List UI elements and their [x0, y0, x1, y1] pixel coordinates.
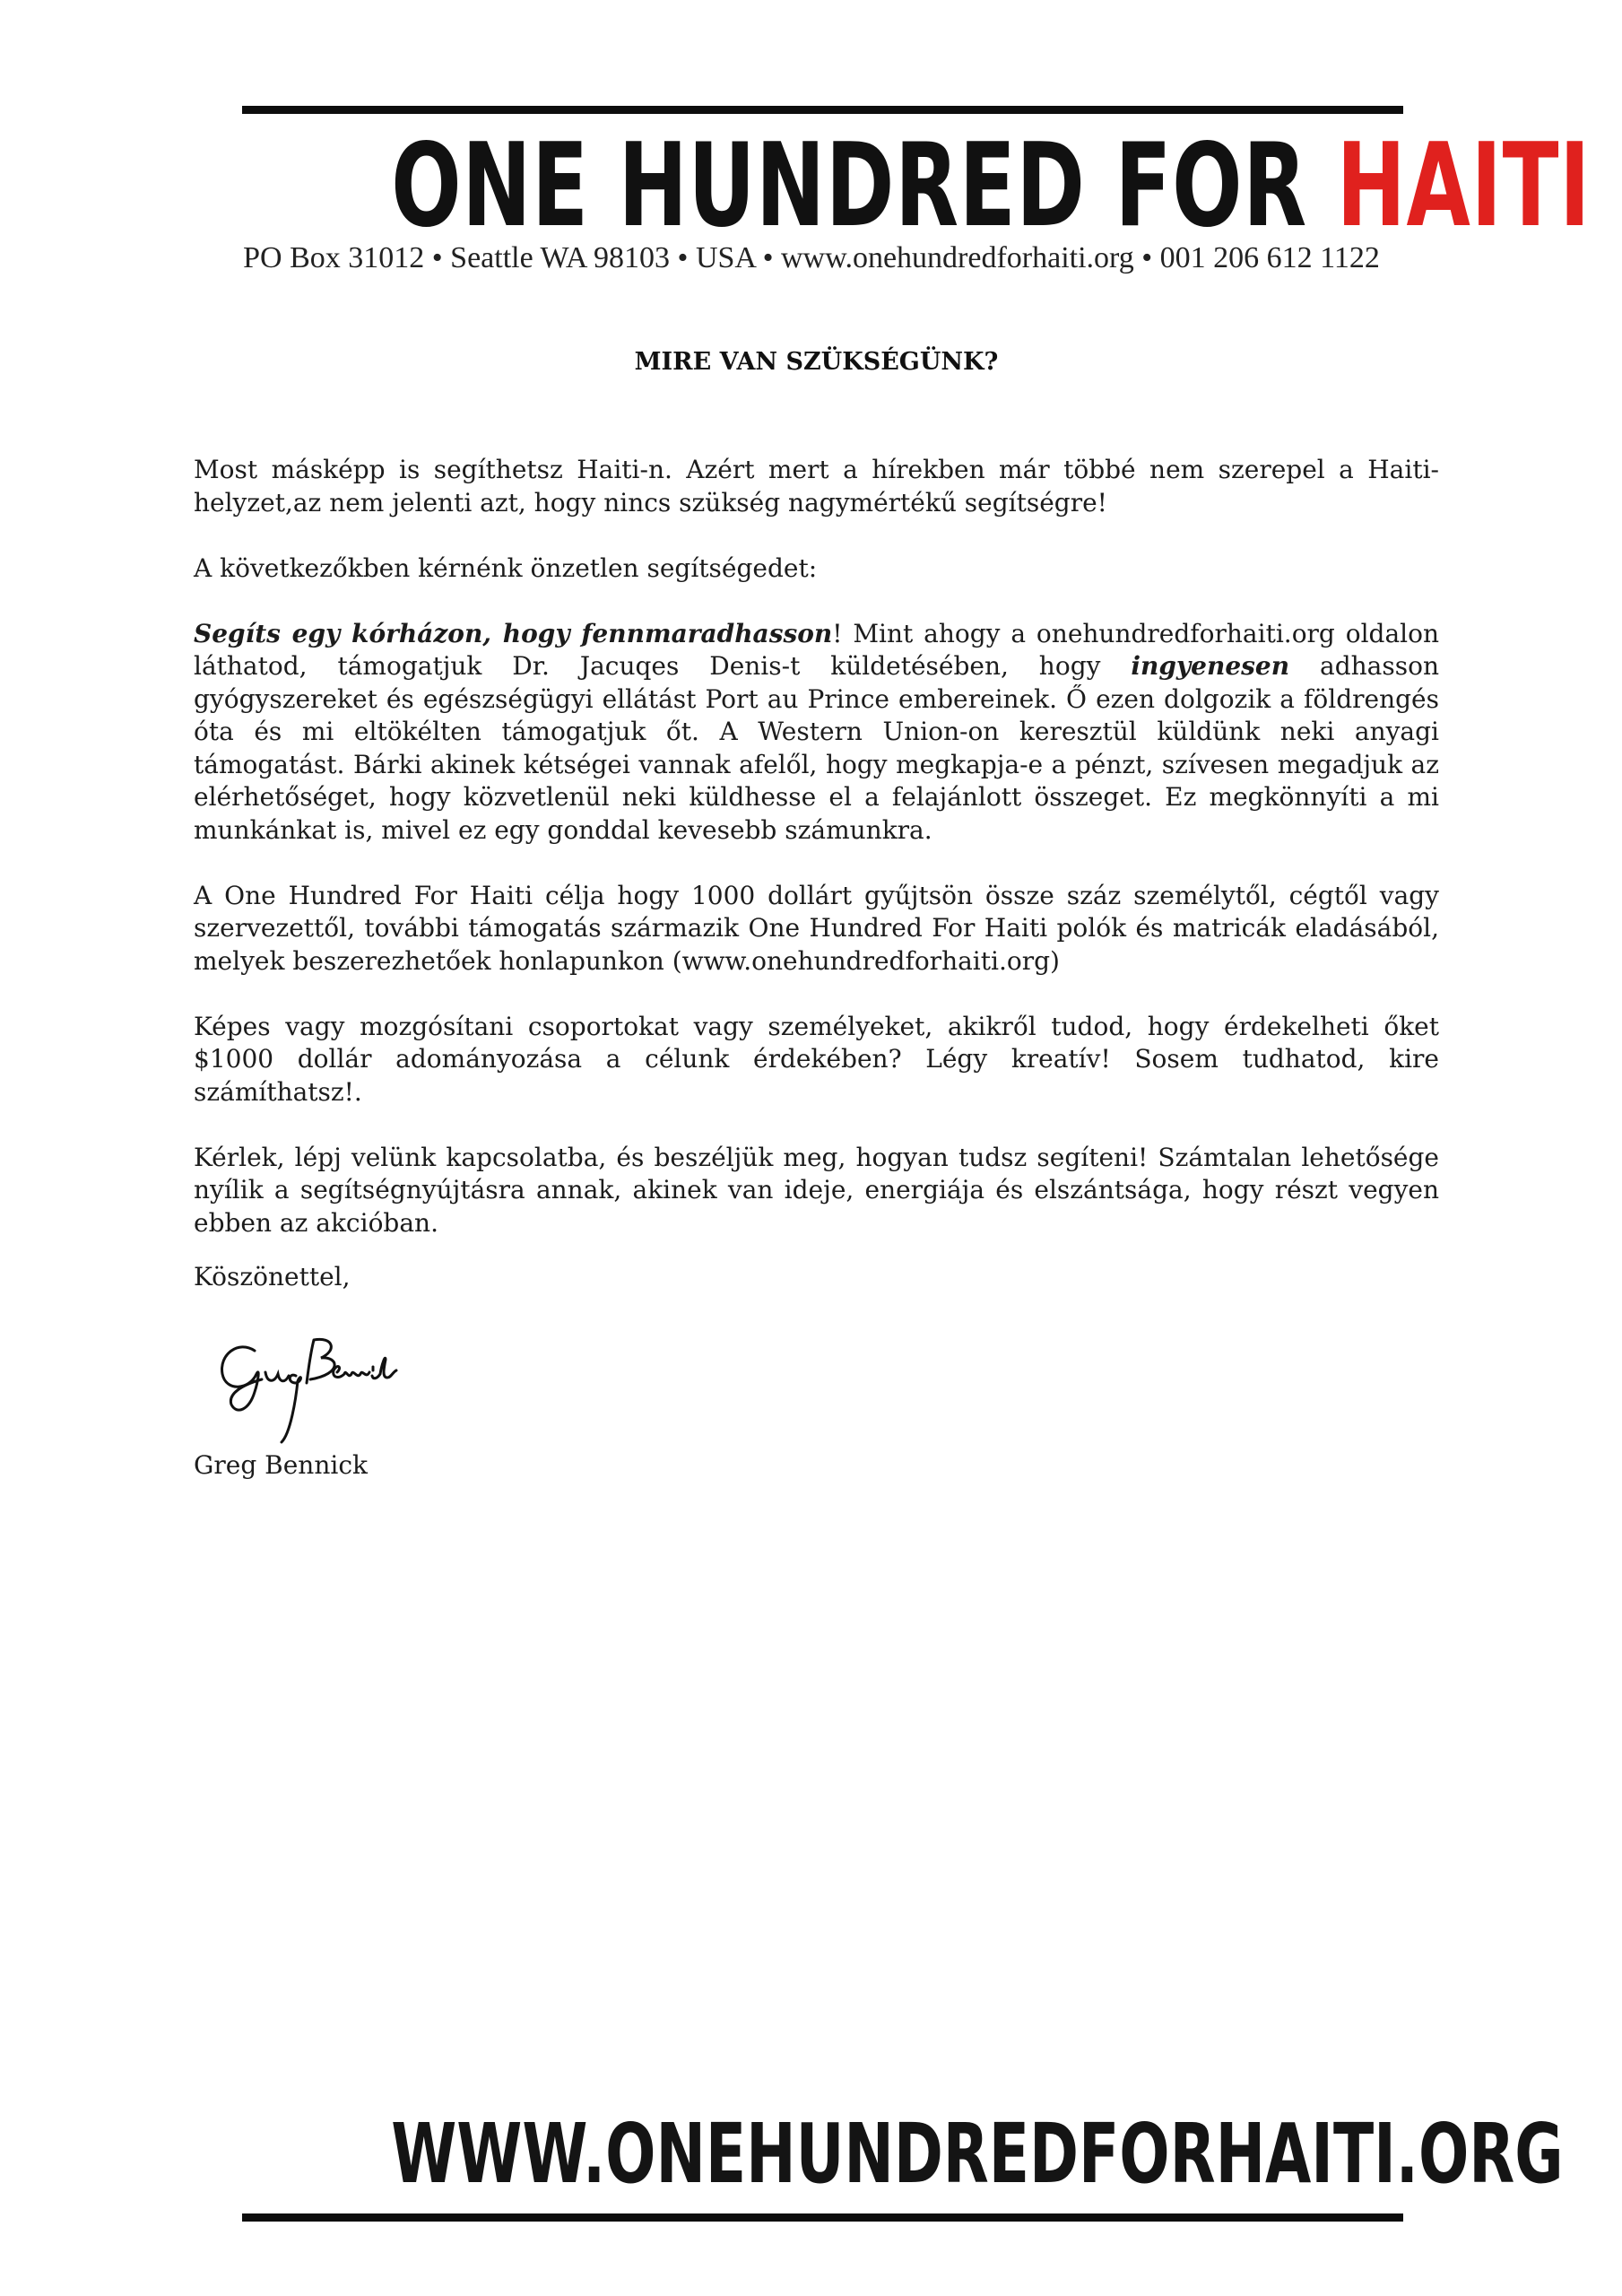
- emphasis-free: ingyenesen: [1131, 651, 1290, 681]
- footer-website: WWW.ONEHUNDREDFORHAITI.ORG: [391, 2106, 1564, 2202]
- bottom-rule: [242, 2213, 1403, 2222]
- brand-logo-dark-text: ONE HUNDRED FOR: [391, 119, 1337, 253]
- address-line: PO Box 31012 • Seattle WA 98103 • USA • www.onehundredforhaiti.org • 001 206 612 1122: [243, 241, 1380, 274]
- paragraph-3-text-a: ! Mint ahogy a onehundredforhaiti.org oldalon láthatod, támogatjuk Dr. Jacuqes Denis-t küldetésében, hogy: [194, 618, 1440, 681]
- closing-text: Köszönettel,: [194, 1262, 351, 1292]
- brand-logo: [391, 119, 1592, 253]
- paragraph-1: Most másképp is segíthetsz Haiti-n. Azért mert a hírekben már többé nem szerepel a Haiti-helyzet,az nem jelenti azt, hogy nincs szükség nagymértékű segítségre!: [194, 455, 1439, 517]
- handwritten-signature: [203, 1327, 400, 1448]
- top-rule: [242, 106, 1403, 114]
- paragraph-5: Képes vagy mozgósítani csoportokat vagy személyeket, akikről tudod, hogy érdekelheti őket $1000 dollár adományozása a célunk érdekében? Légy kreatív! Sosem tudhatod, kire számíthatsz!.: [194, 1011, 1439, 1107]
- emphasis-hospital: Segíts egy kórházon, hogy fennmaradhasson: [194, 618, 833, 648]
- brand-logo-red-text: HAITI: [1336, 119, 1592, 253]
- paragraph-6: Kérlek, lépj velünk kapcsolatba, és beszéljük meg, hogyan tudsz segíteni! Számtalan lehetősége nyílik a segítségnyújtásra annak, akinek van ideje, energiája és elszántsága, hogy részt vegyen ebben az akcióban.: [194, 1142, 1439, 1238]
- paragraph-3: [194, 618, 1439, 848]
- paragraph-4: A One Hundred For Haiti célja hogy 1000 dollárt gyűjtsön össze száz személytől, cégtől vagy szervezettől, további támogatás származik One Hundred For Haiti polók és matricák eladásából, melyek beszerezhetőek honlapunkon (www.onehundredforhaiti.org): [194, 880, 1439, 976]
- signer-name: Greg Bennick: [194, 1450, 368, 1480]
- paragraph-2: A következőkben kérnénk önzetlen segítségedet:: [194, 552, 818, 583]
- paragraph-3-text-b: adhasson gyógyszereket és egészségügyi ellátást Port au Prince embereinek. Ő ezen dolgozik a földrengés óta és mi eltökélten támogatjuk őt. A Western Union-on keresztül küldünk neki anyagi támogatást. Bárki akinek kétségei vannak afelől, hogy megkapja-e a pénzt, szívesen megadjuk az elérhetőséget, hogy közvetlenül neki küldhesse el a felajánlott összeget. Ez megkönnyíti a mi munkánkat is, mivel ez egy gonddal kevesebb számunkra.: [194, 651, 1439, 845]
- letter-body: [194, 454, 1439, 1273]
- letter-heading: MIRE VAN SZÜKSÉGÜNK?: [634, 348, 999, 376]
